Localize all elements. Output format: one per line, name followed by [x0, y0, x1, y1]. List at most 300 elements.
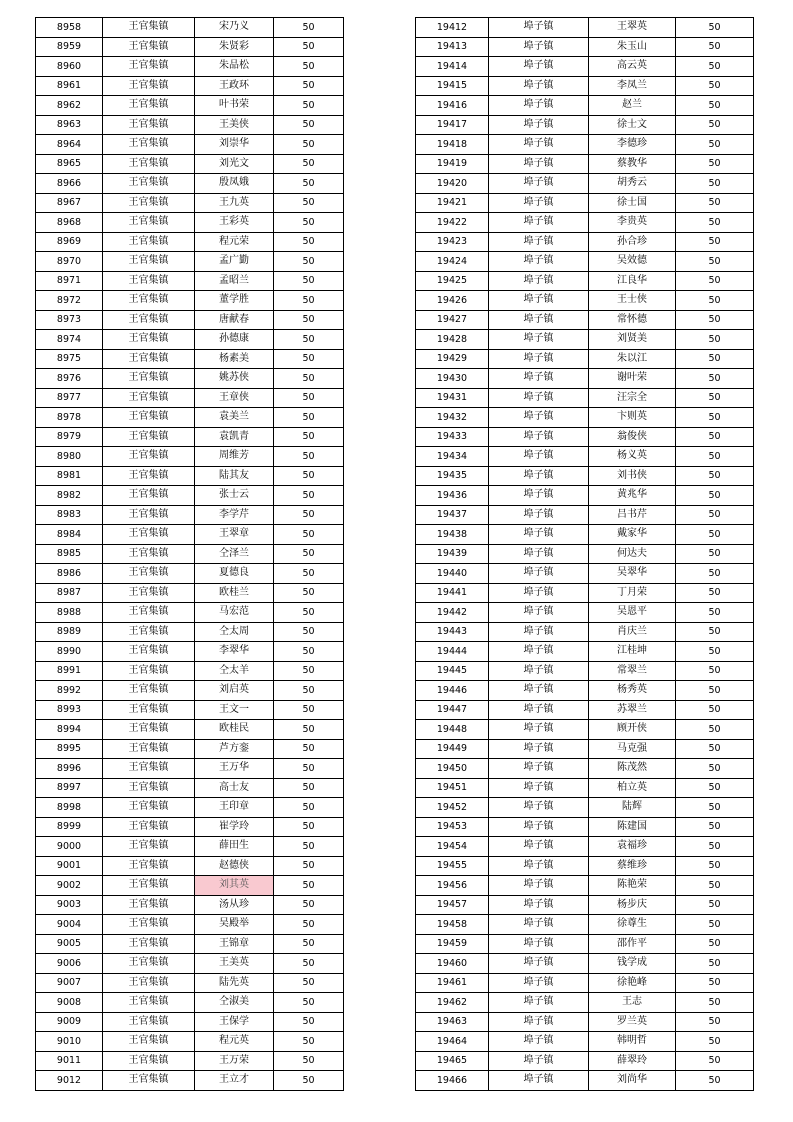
amount-cell: 50 [274, 993, 344, 1013]
row-id-cell: 8968 [36, 213, 103, 233]
table-row [36, 993, 344, 1013]
town-cell: 王官集镇 [103, 115, 195, 135]
name-cell: 殷凤娥 [195, 174, 274, 194]
table-row [416, 310, 754, 330]
amount-cell: 50 [676, 993, 754, 1013]
amount-cell: 50 [676, 739, 754, 759]
amount-cell: 50 [676, 856, 754, 876]
name-cell: 常翠兰 [589, 661, 676, 681]
amount-cell: 50 [274, 817, 344, 837]
town-cell: 埠子镇 [489, 837, 589, 857]
row-id-cell: 19455 [416, 856, 489, 876]
name-cell: 王九英 [195, 193, 274, 213]
table-row [36, 798, 344, 818]
row-id-cell: 19452 [416, 798, 489, 818]
name-cell: 仝太羊 [195, 661, 274, 681]
amount-cell: 50 [676, 915, 754, 935]
amount-cell: 50 [274, 427, 344, 447]
row-id-cell: 19453 [416, 817, 489, 837]
town-cell: 王官集镇 [103, 466, 195, 486]
table-row [416, 739, 754, 759]
table-row [36, 96, 344, 116]
amount-cell: 50 [274, 18, 344, 38]
table-row [36, 954, 344, 974]
amount-cell: 50 [274, 447, 344, 467]
row-id-cell: 19429 [416, 349, 489, 369]
name-cell: 吕书芹 [589, 505, 676, 525]
row-id-cell: 19456 [416, 876, 489, 896]
row-id-cell: 8964 [36, 135, 103, 155]
row-id-cell: 19449 [416, 739, 489, 759]
row-id-cell: 8961 [36, 76, 103, 96]
amount-cell: 50 [676, 310, 754, 330]
town-cell: 王官集镇 [103, 505, 195, 525]
name-cell: 宋乃义 [195, 18, 274, 38]
amount-cell: 50 [274, 837, 344, 857]
table-row [416, 349, 754, 369]
table-row [36, 1032, 344, 1052]
table-row [416, 934, 754, 954]
row-id-cell: 8976 [36, 369, 103, 389]
town-cell: 埠子镇 [489, 700, 589, 720]
town-cell: 埠子镇 [489, 427, 589, 447]
table-row [416, 466, 754, 486]
town-cell: 埠子镇 [489, 1012, 589, 1032]
row-id-cell: 8970 [36, 252, 103, 272]
amount-cell: 50 [676, 1012, 754, 1032]
table-row [416, 915, 754, 935]
amount-cell: 50 [676, 57, 754, 77]
row-id-cell: 19420 [416, 174, 489, 194]
row-id-cell: 8990 [36, 642, 103, 662]
table-row [416, 135, 754, 155]
amount-cell: 50 [676, 37, 754, 57]
name-cell: 顾开侠 [589, 720, 676, 740]
amount-cell: 50 [274, 876, 344, 896]
name-cell: 江桂坤 [589, 642, 676, 662]
name-cell: 谢叶荣 [589, 369, 676, 389]
row-id-cell: 19463 [416, 1012, 489, 1032]
name-cell: 徐士文 [589, 115, 676, 135]
table-row [416, 76, 754, 96]
row-id-cell: 19438 [416, 525, 489, 545]
table-row [36, 505, 344, 525]
name-cell: 高士友 [195, 778, 274, 798]
row-id-cell: 19434 [416, 447, 489, 467]
amount-cell: 50 [274, 544, 344, 564]
town-cell: 埠子镇 [489, 817, 589, 837]
town-cell: 埠子镇 [489, 544, 589, 564]
amount-cell: 50 [274, 213, 344, 233]
row-id-cell: 19439 [416, 544, 489, 564]
row-id-cell: 19465 [416, 1051, 489, 1071]
town-cell: 埠子镇 [489, 310, 589, 330]
table-row [36, 291, 344, 311]
table-row [36, 817, 344, 837]
row-id-cell: 9000 [36, 837, 103, 857]
table-row [416, 973, 754, 993]
name-cell: 陈茂然 [589, 759, 676, 779]
row-id-cell: 8960 [36, 57, 103, 77]
amount-cell: 50 [676, 408, 754, 428]
amount-cell: 50 [274, 232, 344, 252]
table-row [416, 427, 754, 447]
town-cell: 埠子镇 [489, 447, 589, 467]
town-cell: 埠子镇 [489, 135, 589, 155]
amount-cell: 50 [274, 252, 344, 272]
name-cell: 仝淑美 [195, 993, 274, 1013]
row-id-cell: 8975 [36, 349, 103, 369]
table-row [36, 622, 344, 642]
town-cell: 埠子镇 [489, 564, 589, 584]
town-cell: 王官集镇 [103, 193, 195, 213]
town-cell: 王官集镇 [103, 856, 195, 876]
town-cell: 王官集镇 [103, 388, 195, 408]
amount-cell: 50 [676, 505, 754, 525]
row-id-cell: 19466 [416, 1071, 489, 1091]
row-id-cell: 19448 [416, 720, 489, 740]
amount-cell: 50 [274, 408, 344, 428]
table-row [36, 915, 344, 935]
amount-cell: 50 [676, 18, 754, 38]
table-row [416, 993, 754, 1013]
town-cell: 埠子镇 [489, 856, 589, 876]
row-id-cell: 19426 [416, 291, 489, 311]
name-cell: 蔡维珍 [589, 856, 676, 876]
table-row [416, 817, 754, 837]
amount-cell: 50 [676, 778, 754, 798]
town-cell: 埠子镇 [489, 115, 589, 135]
amount-cell: 50 [274, 856, 344, 876]
name-cell: 赵德侠 [195, 856, 274, 876]
town-cell: 王官集镇 [103, 603, 195, 623]
amount-cell: 50 [676, 700, 754, 720]
row-id-cell: 19414 [416, 57, 489, 77]
town-cell: 王官集镇 [103, 525, 195, 545]
amount-cell: 50 [676, 876, 754, 896]
name-cell: 王士侠 [589, 291, 676, 311]
name-cell: 董学胜 [195, 291, 274, 311]
row-id-cell: 8974 [36, 330, 103, 350]
town-cell: 埠子镇 [489, 369, 589, 389]
name-cell: 王美侠 [195, 115, 274, 135]
name-cell: 陆其友 [195, 466, 274, 486]
amount-cell: 50 [274, 661, 344, 681]
name-cell: 王万华 [195, 759, 274, 779]
amount-cell: 50 [274, 681, 344, 701]
name-cell: 王章侠 [195, 388, 274, 408]
name-cell: 夏德良 [195, 564, 274, 584]
name-cell: 徐士国 [589, 193, 676, 213]
table-row [36, 369, 344, 389]
town-cell: 埠子镇 [489, 174, 589, 194]
town-cell: 王官集镇 [103, 76, 195, 96]
row-id-cell: 9010 [36, 1032, 103, 1052]
town-cell: 王官集镇 [103, 1071, 195, 1091]
table-row [36, 856, 344, 876]
row-id-cell: 19443 [416, 622, 489, 642]
name-cell: 肖庆兰 [589, 622, 676, 642]
amount-cell: 50 [274, 583, 344, 603]
name-cell: 卞则英 [589, 408, 676, 428]
name-cell: 吴殿举 [195, 915, 274, 935]
table-row [416, 193, 754, 213]
name-cell: 孟昭兰 [195, 271, 274, 291]
name-cell: 姚苏侠 [195, 369, 274, 389]
amount-cell: 50 [274, 388, 344, 408]
town-cell: 埠子镇 [489, 408, 589, 428]
row-id-cell: 19413 [416, 37, 489, 57]
table-row [36, 1012, 344, 1032]
table-row [36, 310, 344, 330]
table-row [36, 135, 344, 155]
name-cell: 王彩英 [195, 213, 274, 233]
table-row [36, 876, 344, 896]
amount-cell: 50 [676, 583, 754, 603]
town-cell: 王官集镇 [103, 232, 195, 252]
amount-cell: 50 [676, 369, 754, 389]
town-cell: 王官集镇 [103, 759, 195, 779]
name-cell: 高云英 [589, 57, 676, 77]
town-cell: 埠子镇 [489, 525, 589, 545]
amount-cell: 50 [676, 525, 754, 545]
amount-cell: 50 [274, 1051, 344, 1071]
row-id-cell: 8977 [36, 388, 103, 408]
amount-cell: 50 [676, 115, 754, 135]
town-cell: 埠子镇 [489, 739, 589, 759]
row-id-cell: 19457 [416, 895, 489, 915]
table-row [416, 18, 754, 38]
name-cell: 朱玉山 [589, 37, 676, 57]
table-row [36, 681, 344, 701]
table-row [36, 564, 344, 584]
row-id-cell: 8993 [36, 700, 103, 720]
name-cell: 刘贤美 [589, 330, 676, 350]
name-cell: 王政环 [195, 76, 274, 96]
name-cell: 欧桂民 [195, 720, 274, 740]
name-cell: 薛翠玲 [589, 1051, 676, 1071]
left-roster-table [35, 17, 344, 1091]
town-cell: 埠子镇 [489, 895, 589, 915]
table-row [36, 388, 344, 408]
town-cell: 王官集镇 [103, 954, 195, 974]
row-id-cell: 8994 [36, 720, 103, 740]
town-cell: 埠子镇 [489, 76, 589, 96]
name-cell: 叶书荣 [195, 96, 274, 116]
table-row [36, 603, 344, 623]
town-cell: 王官集镇 [103, 271, 195, 291]
table-row [416, 213, 754, 233]
table-row [36, 486, 344, 506]
table-row [36, 973, 344, 993]
name-cell: 黄兆华 [589, 486, 676, 506]
table-row [36, 837, 344, 857]
amount-cell: 50 [676, 934, 754, 954]
table-row [416, 154, 754, 174]
row-id-cell: 8987 [36, 583, 103, 603]
town-cell: 王官集镇 [103, 174, 195, 194]
table-row [36, 408, 344, 428]
town-cell: 王官集镇 [103, 778, 195, 798]
town-cell: 王官集镇 [103, 291, 195, 311]
town-cell: 王官集镇 [103, 330, 195, 350]
amount-cell: 50 [274, 57, 344, 77]
table-row [416, 447, 754, 467]
town-cell: 埠子镇 [489, 486, 589, 506]
row-id-cell: 19445 [416, 661, 489, 681]
town-cell: 埠子镇 [489, 466, 589, 486]
table-row [36, 661, 344, 681]
amount-cell: 50 [274, 954, 344, 974]
row-id-cell: 19419 [416, 154, 489, 174]
row-id-cell: 8973 [36, 310, 103, 330]
row-id-cell: 8983 [36, 505, 103, 525]
table-row [416, 408, 754, 428]
amount-cell: 50 [274, 349, 344, 369]
town-cell: 埠子镇 [489, 57, 589, 77]
name-cell: 王锦章 [195, 934, 274, 954]
amount-cell: 50 [676, 544, 754, 564]
amount-cell: 50 [274, 310, 344, 330]
table-row [416, 759, 754, 779]
amount-cell: 50 [274, 895, 344, 915]
row-id-cell: 19464 [416, 1032, 489, 1052]
name-cell: 韩明哲 [589, 1032, 676, 1052]
amount-cell: 50 [274, 603, 344, 623]
name-cell: 欧桂兰 [195, 583, 274, 603]
table-row [416, 174, 754, 194]
row-id-cell: 8963 [36, 115, 103, 135]
name-cell: 朱品松 [195, 57, 274, 77]
row-id-cell: 8986 [36, 564, 103, 584]
amount-cell: 50 [274, 1071, 344, 1091]
table-row [416, 1032, 754, 1052]
town-cell: 埠子镇 [489, 271, 589, 291]
table-row [36, 349, 344, 369]
row-id-cell: 19442 [416, 603, 489, 623]
amount-cell: 50 [676, 817, 754, 837]
row-id-cell: 8962 [36, 96, 103, 116]
town-cell: 埠子镇 [489, 934, 589, 954]
town-cell: 王官集镇 [103, 57, 195, 77]
town-cell: 王官集镇 [103, 349, 195, 369]
amount-cell: 50 [274, 798, 344, 818]
name-cell: 孙德康 [195, 330, 274, 350]
amount-cell: 50 [676, 759, 754, 779]
amount-cell: 50 [676, 622, 754, 642]
table-row [36, 525, 344, 545]
amount-cell: 50 [676, 291, 754, 311]
amount-cell: 50 [274, 1012, 344, 1032]
amount-cell: 50 [676, 96, 754, 116]
town-cell: 埠子镇 [489, 1051, 589, 1071]
amount-cell: 50 [676, 837, 754, 857]
amount-cell: 50 [676, 193, 754, 213]
name-cell: 江良华 [589, 271, 676, 291]
table-row [416, 622, 754, 642]
amount-cell: 50 [274, 700, 344, 720]
name-cell: 吴翠华 [589, 564, 676, 584]
amount-cell: 50 [274, 759, 344, 779]
town-cell: 王官集镇 [103, 973, 195, 993]
row-id-cell: 19451 [416, 778, 489, 798]
name-cell: 陈艳荣 [589, 876, 676, 896]
name-cell: 汤从珍 [195, 895, 274, 915]
amount-cell: 50 [676, 798, 754, 818]
amount-cell: 50 [274, 778, 344, 798]
row-id-cell: 8992 [36, 681, 103, 701]
town-cell: 王官集镇 [103, 544, 195, 564]
town-cell: 王官集镇 [103, 1051, 195, 1071]
town-cell: 王官集镇 [103, 837, 195, 857]
amount-cell: 50 [676, 213, 754, 233]
amount-cell: 50 [274, 369, 344, 389]
name-cell: 王志 [589, 993, 676, 1013]
row-id-cell: 8965 [36, 154, 103, 174]
table-row [36, 37, 344, 57]
table-row [416, 525, 754, 545]
town-cell: 王官集镇 [103, 700, 195, 720]
table-row [36, 57, 344, 77]
table-row [416, 115, 754, 135]
name-cell: 仝泽兰 [195, 544, 274, 564]
amount-cell: 50 [274, 135, 344, 155]
amount-cell: 50 [274, 154, 344, 174]
town-cell: 王官集镇 [103, 915, 195, 935]
row-id-cell: 19430 [416, 369, 489, 389]
name-cell: 王文一 [195, 700, 274, 720]
row-id-cell: 19462 [416, 993, 489, 1013]
table-row [36, 544, 344, 564]
name-cell: 程元荣 [195, 232, 274, 252]
table-row [36, 193, 344, 213]
table-row [36, 759, 344, 779]
amount-cell: 50 [274, 193, 344, 213]
name-cell: 王万荣 [195, 1051, 274, 1071]
amount-cell: 50 [676, 232, 754, 252]
town-cell: 埠子镇 [489, 720, 589, 740]
row-id-cell: 8978 [36, 408, 103, 428]
town-cell: 埠子镇 [489, 759, 589, 779]
row-id-cell: 8979 [36, 427, 103, 447]
amount-cell: 50 [676, 681, 754, 701]
town-cell: 王官集镇 [103, 96, 195, 116]
table-row [36, 330, 344, 350]
row-id-cell: 9002 [36, 876, 103, 896]
table-row [416, 642, 754, 662]
town-cell: 王官集镇 [103, 252, 195, 272]
town-cell: 王官集镇 [103, 408, 195, 428]
table-row [416, 798, 754, 818]
row-id-cell: 8989 [36, 622, 103, 642]
name-cell: 李凤兰 [589, 76, 676, 96]
row-id-cell: 8985 [36, 544, 103, 564]
table-row [36, 1071, 344, 1091]
table-row [416, 1051, 754, 1071]
name-cell: 李德珍 [589, 135, 676, 155]
name-cell: 刘光文 [195, 154, 274, 174]
amount-cell: 50 [676, 349, 754, 369]
row-id-cell: 9009 [36, 1012, 103, 1032]
table-row [416, 720, 754, 740]
table-row [36, 739, 344, 759]
name-cell: 徐艳峰 [589, 973, 676, 993]
name-cell: 吴效德 [589, 252, 676, 272]
table-row [416, 954, 754, 974]
row-id-cell: 8969 [36, 232, 103, 252]
town-cell: 王官集镇 [103, 310, 195, 330]
town-cell: 王官集镇 [103, 993, 195, 1013]
